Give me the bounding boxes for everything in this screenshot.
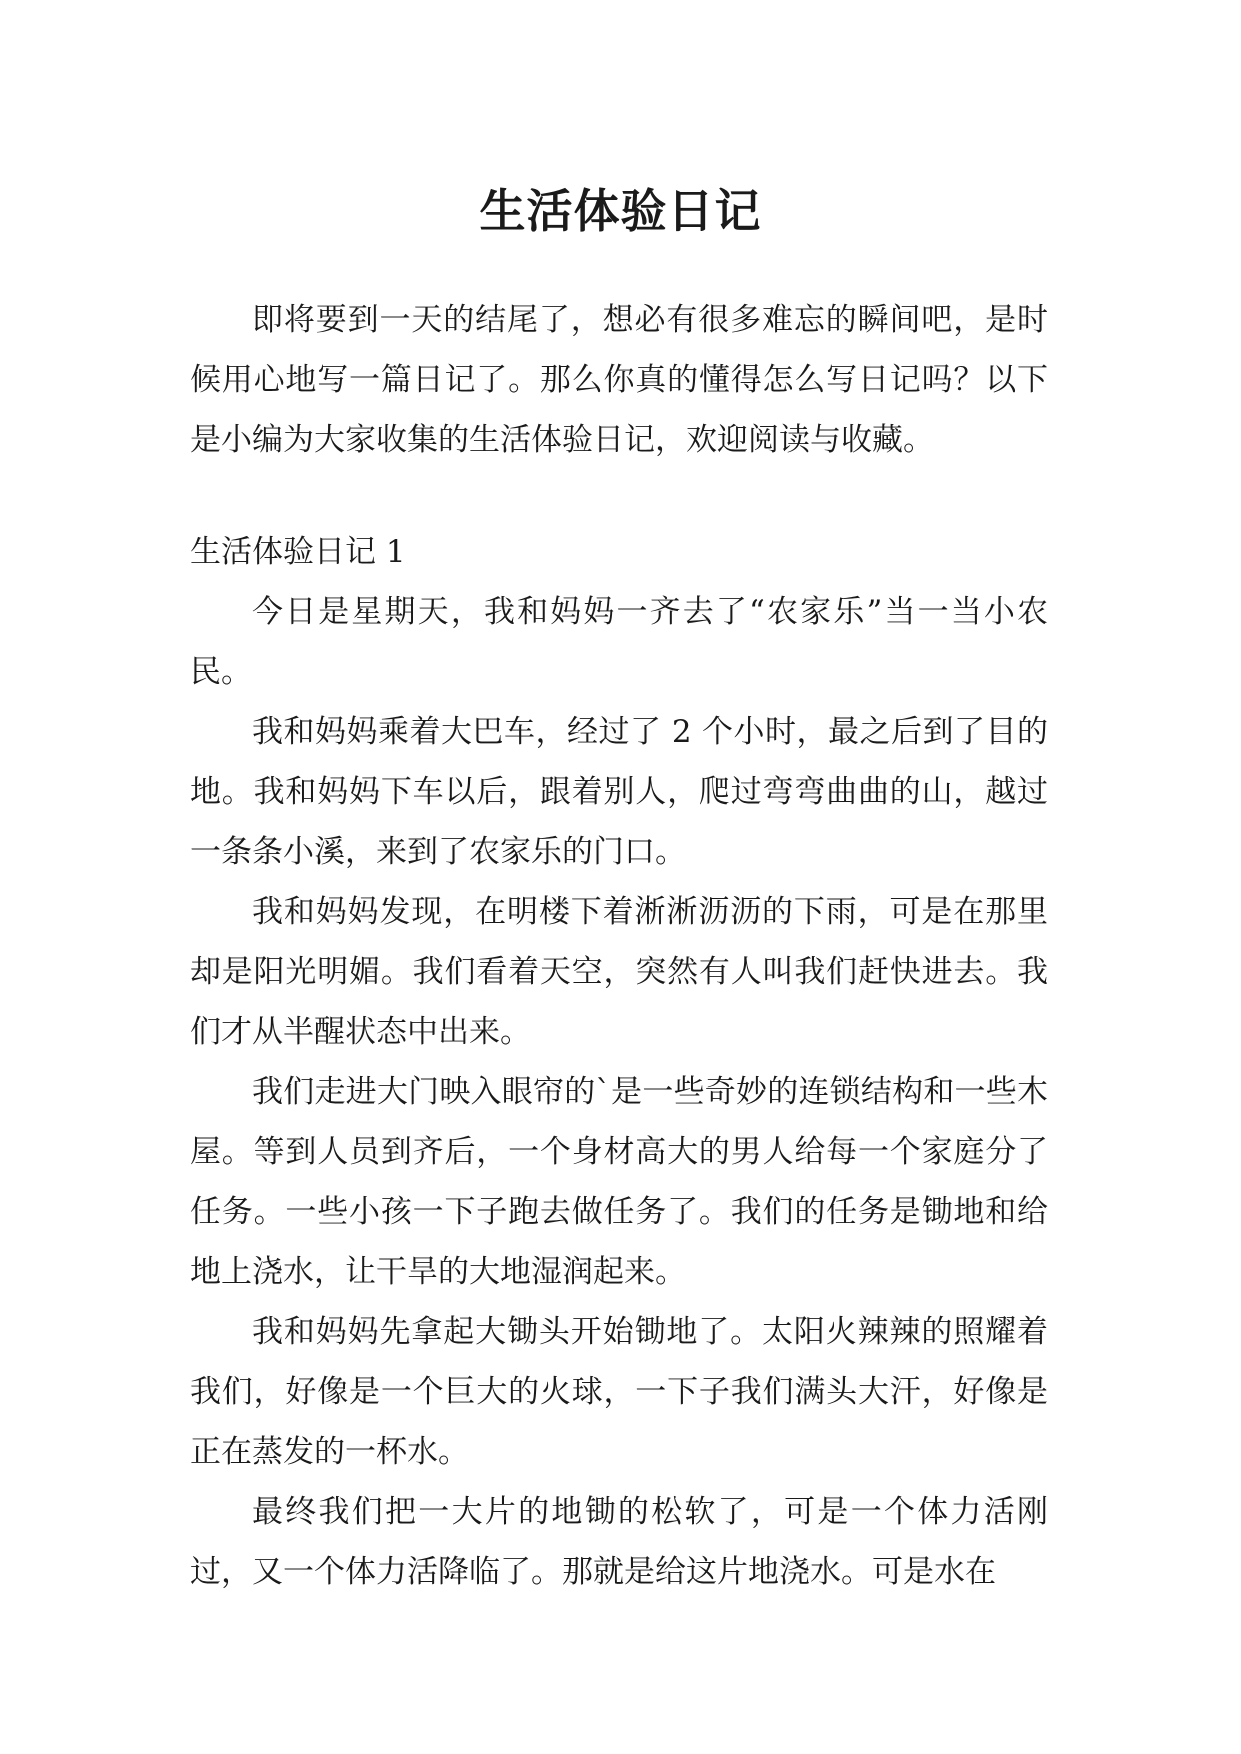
body-paragraph: 我们走进大门映入眼帘的`是一些奇妙的连锁结构和一些木屋。等到人员到齐后，一个身材高大的男人给每一个家庭分了任务。一些小孩一下子跑去做任务了。我们的任务是锄地和给地上浇水，让干旱的大地湿润起来。 xyxy=(190,1074,1048,1290)
body-paragraph: 最终我们把一大片的地锄的松软了，可是一个体力活刚过，又一个体力活降临了。那就是给这片地浇水。可是水在 xyxy=(190,1494,1048,1590)
intro-paragraph: 即将要到一天的结尾了，想必有很多难忘的瞬间吧，是时候用心地写一篇日记了。那么你真的懂得怎么写日记吗？以下是小编为大家收集的生活体验日记，欢迎阅读与收藏。 xyxy=(190,302,1048,458)
body-paragraph: 我和妈妈先拿起大锄头开始锄地了。太阳火辣辣的照耀着我们，好像是一个巨大的火球，一下子我们满头大汗，好像是正在蒸发的一杯水。 xyxy=(190,1314,1048,1470)
body-paragraph: 我和妈妈乘着大巴车，经过了 2 个小时，最之后到了目的地。我和妈妈下车以后，跟着别人，爬过弯弯曲曲的山，越过一条条小溪，来到了农家乐的门口。 xyxy=(190,714,1048,870)
body-paragraph: 我和妈妈发现，在明楼下着淅淅沥沥的下雨，可是在那里却是阳光明媚。我们看着天空，突然有人叫我们赶快进去。我们才从半醒状态中出来。 xyxy=(190,894,1048,1050)
section-heading: 生活体验日记 1 xyxy=(190,534,406,570)
body-paragraph: 今日是星期天，我和妈妈一齐去了“农家乐”当一当小农民。 xyxy=(190,594,1048,690)
document-title: 生活体验日记 xyxy=(479,183,762,238)
document-body xyxy=(190,290,1048,1602)
